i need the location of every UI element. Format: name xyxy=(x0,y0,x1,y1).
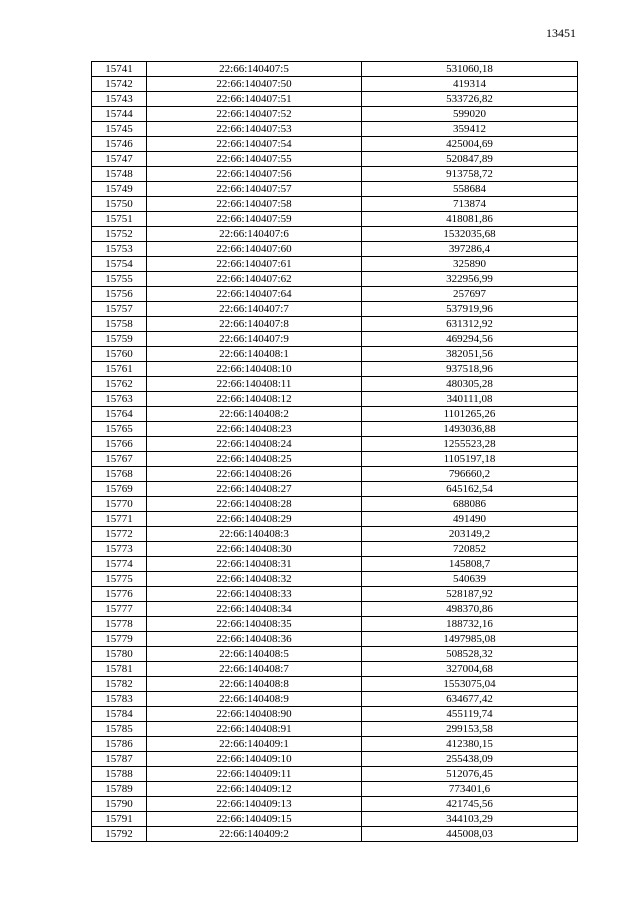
table-body xyxy=(92,62,578,842)
row-number-cell: 15759 xyxy=(92,332,147,347)
cadastral-value-cell: 645162,54 xyxy=(362,482,578,497)
row-number-cell: 15780 xyxy=(92,647,147,662)
cadastral-value-table xyxy=(91,61,578,842)
table-row xyxy=(92,602,578,617)
cadastral-number-cell: 22:66:140408:30 xyxy=(147,542,362,557)
row-number-cell: 15741 xyxy=(92,62,147,77)
cadastral-value-cell: 599020 xyxy=(362,107,578,122)
cadastral-value-cell: 631312,92 xyxy=(362,317,578,332)
table-row xyxy=(92,77,578,92)
table-row xyxy=(92,767,578,782)
cadastral-number-cell: 22:66:140407:56 xyxy=(147,167,362,182)
cadastral-number-cell: 22:66:140408:29 xyxy=(147,512,362,527)
table-row xyxy=(92,707,578,722)
row-number-cell: 15792 xyxy=(92,827,147,842)
cadastral-number-cell: 22:66:140408:3 xyxy=(147,527,362,542)
table-row xyxy=(92,197,578,212)
table-row xyxy=(92,107,578,122)
cadastral-value-cell: 1255523,28 xyxy=(362,437,578,452)
cadastral-number-cell: 22:66:140407:50 xyxy=(147,77,362,92)
cadastral-value-cell: 455119,74 xyxy=(362,707,578,722)
cadastral-number-cell: 22:66:140408:33 xyxy=(147,587,362,602)
row-number-cell: 15768 xyxy=(92,467,147,482)
cadastral-value-cell: 418081,86 xyxy=(362,212,578,227)
row-number-cell: 15787 xyxy=(92,752,147,767)
cadastral-value-cell: 491490 xyxy=(362,512,578,527)
row-number-cell: 15755 xyxy=(92,272,147,287)
cadastral-number-cell: 22:66:140408:9 xyxy=(147,692,362,707)
cadastral-number-cell: 22:66:140407:61 xyxy=(147,257,362,272)
row-number-cell: 15776 xyxy=(92,587,147,602)
cadastral-value-cell: 419314 xyxy=(362,77,578,92)
cadastral-value-cell: 1497985,08 xyxy=(362,632,578,647)
cadastral-value-cell: 325890 xyxy=(362,257,578,272)
cadastral-value-cell: 558684 xyxy=(362,182,578,197)
cadastral-value-cell: 322956,99 xyxy=(362,272,578,287)
row-number-cell: 15742 xyxy=(92,77,147,92)
table-row xyxy=(92,377,578,392)
cadastral-number-cell: 22:66:140408:31 xyxy=(147,557,362,572)
cadastral-value-cell: 512076,45 xyxy=(362,767,578,782)
cadastral-value-cell: 257697 xyxy=(362,287,578,302)
table-row xyxy=(92,467,578,482)
table-row xyxy=(92,557,578,572)
table-row xyxy=(92,257,578,272)
row-number-cell: 15750 xyxy=(92,197,147,212)
row-number-cell: 15777 xyxy=(92,602,147,617)
cadastral-number-cell: 22:66:140409:15 xyxy=(147,812,362,827)
table-row xyxy=(92,752,578,767)
row-number-cell: 15771 xyxy=(92,512,147,527)
cadastral-value-cell: 1493036,88 xyxy=(362,422,578,437)
row-number-cell: 15754 xyxy=(92,257,147,272)
table-row xyxy=(92,572,578,587)
cadastral-value-cell: 340111,08 xyxy=(362,392,578,407)
cadastral-value-cell: 1105197,18 xyxy=(362,452,578,467)
row-number-cell: 15775 xyxy=(92,572,147,587)
row-number-cell: 15746 xyxy=(92,137,147,152)
cadastral-value-cell: 713874 xyxy=(362,197,578,212)
row-number-cell: 15779 xyxy=(92,632,147,647)
cadastral-number-cell: 22:66:140408:34 xyxy=(147,602,362,617)
cadastral-value-cell: 421745,56 xyxy=(362,797,578,812)
table-row xyxy=(92,227,578,242)
cadastral-value-cell: 359412 xyxy=(362,122,578,137)
table-row xyxy=(92,287,578,302)
cadastral-number-cell: 22:66:140409:12 xyxy=(147,782,362,797)
cadastral-value-cell: 540639 xyxy=(362,572,578,587)
cadastral-number-cell: 22:66:140408:24 xyxy=(147,437,362,452)
table-row xyxy=(92,827,578,842)
cadastral-number-cell: 22:66:140407:58 xyxy=(147,197,362,212)
row-number-cell: 15749 xyxy=(92,182,147,197)
cadastral-number-cell: 22:66:140408:1 xyxy=(147,347,362,362)
table-row xyxy=(92,122,578,137)
cadastral-value-cell: 397286,4 xyxy=(362,242,578,257)
table-row xyxy=(92,392,578,407)
row-number-cell: 15784 xyxy=(92,707,147,722)
cadastral-value-cell: 445008,03 xyxy=(362,827,578,842)
table-row xyxy=(92,617,578,632)
cadastral-value-cell: 498370,86 xyxy=(362,602,578,617)
row-number-cell: 15778 xyxy=(92,617,147,632)
cadastral-value-cell: 520847,89 xyxy=(362,152,578,167)
row-number-cell: 15769 xyxy=(92,482,147,497)
cadastral-number-cell: 22:66:140407:7 xyxy=(147,302,362,317)
cadastral-value-cell: 720852 xyxy=(362,542,578,557)
table-row xyxy=(92,437,578,452)
table-row xyxy=(92,542,578,557)
row-number-cell: 15790 xyxy=(92,797,147,812)
cadastral-number-cell: 22:66:140408:26 xyxy=(147,467,362,482)
cadastral-value-cell: 203149,2 xyxy=(362,527,578,542)
cadastral-number-cell: 22:66:140407:5 xyxy=(147,62,362,77)
table-row xyxy=(92,797,578,812)
row-number-cell: 15772 xyxy=(92,527,147,542)
table-row xyxy=(92,512,578,527)
cadastral-value-cell: 188732,16 xyxy=(362,617,578,632)
table-row xyxy=(92,422,578,437)
row-number-cell: 15785 xyxy=(92,722,147,737)
cadastral-value-cell: 469294,56 xyxy=(362,332,578,347)
row-number-cell: 15747 xyxy=(92,152,147,167)
cadastral-value-cell: 1553075,04 xyxy=(362,677,578,692)
cadastral-number-cell: 22:66:140409:1 xyxy=(147,737,362,752)
table-row xyxy=(92,152,578,167)
cadastral-value-cell: 327004,68 xyxy=(362,662,578,677)
cadastral-value-cell: 1532035,68 xyxy=(362,227,578,242)
table-row xyxy=(92,497,578,512)
cadastral-number-cell: 22:66:140408:23 xyxy=(147,422,362,437)
cadastral-value-cell: 634677,42 xyxy=(362,692,578,707)
cadastral-number-cell: 22:66:140407:54 xyxy=(147,137,362,152)
cadastral-number-cell: 22:66:140407:64 xyxy=(147,287,362,302)
cadastral-value-cell: 255438,09 xyxy=(362,752,578,767)
cadastral-number-cell: 22:66:140409:10 xyxy=(147,752,362,767)
cadastral-number-cell: 22:66:140407:59 xyxy=(147,212,362,227)
row-number-cell: 15762 xyxy=(92,377,147,392)
cadastral-value-cell: 773401,6 xyxy=(362,782,578,797)
table-row xyxy=(92,632,578,647)
row-number-cell: 15774 xyxy=(92,557,147,572)
row-number-cell: 15791 xyxy=(92,812,147,827)
cadastral-number-cell: 22:66:140408:35 xyxy=(147,617,362,632)
row-number-cell: 15756 xyxy=(92,287,147,302)
table-row xyxy=(92,812,578,827)
cadastral-number-cell: 22:66:140407:51 xyxy=(147,92,362,107)
row-number-cell: 15788 xyxy=(92,767,147,782)
row-number-cell: 15757 xyxy=(92,302,147,317)
row-number-cell: 15753 xyxy=(92,242,147,257)
table-row xyxy=(92,182,578,197)
cadastral-value-cell: 480305,28 xyxy=(362,377,578,392)
cadastral-value-cell: 1101265,26 xyxy=(362,407,578,422)
cadastral-value-cell: 145808,7 xyxy=(362,557,578,572)
cadastral-value-cell: 537919,96 xyxy=(362,302,578,317)
table-row xyxy=(92,62,578,77)
cadastral-value-cell: 382051,56 xyxy=(362,347,578,362)
table-row xyxy=(92,662,578,677)
row-number-cell: 15786 xyxy=(92,737,147,752)
row-number-cell: 15748 xyxy=(92,167,147,182)
row-number-cell: 15767 xyxy=(92,452,147,467)
row-number-cell: 15764 xyxy=(92,407,147,422)
table-row xyxy=(92,452,578,467)
cadastral-value-cell: 533726,82 xyxy=(362,92,578,107)
table-row xyxy=(92,482,578,497)
cadastral-value-cell: 344103,29 xyxy=(362,812,578,827)
cadastral-number-cell: 22:66:140408:11 xyxy=(147,377,362,392)
row-number-cell: 15751 xyxy=(92,212,147,227)
row-number-cell: 15783 xyxy=(92,692,147,707)
cadastral-number-cell: 22:66:140408:90 xyxy=(147,707,362,722)
cadastral-number-cell: 22:66:140408:7 xyxy=(147,662,362,677)
table-row xyxy=(92,782,578,797)
cadastral-number-cell: 22:66:140408:32 xyxy=(147,572,362,587)
table-row xyxy=(92,317,578,332)
table-row xyxy=(92,692,578,707)
table-row xyxy=(92,677,578,692)
cadastral-number-cell: 22:66:140408:25 xyxy=(147,452,362,467)
row-number-cell: 15752 xyxy=(92,227,147,242)
row-number-cell: 15781 xyxy=(92,662,147,677)
cadastral-value-cell: 425004,69 xyxy=(362,137,578,152)
table-row xyxy=(92,362,578,377)
cadastral-number-cell: 22:66:140408:12 xyxy=(147,392,362,407)
row-number-cell: 15745 xyxy=(92,122,147,137)
cadastral-number-cell: 22:66:140408:5 xyxy=(147,647,362,662)
table-row xyxy=(92,302,578,317)
table-row xyxy=(92,272,578,287)
cadastral-value-cell: 531060,18 xyxy=(362,62,578,77)
cadastral-value-cell: 299153,58 xyxy=(362,722,578,737)
cadastral-value-cell: 528187,92 xyxy=(362,587,578,602)
cadastral-number-cell: 22:66:140407:57 xyxy=(147,182,362,197)
cadastral-number-cell: 22:66:140408:10 xyxy=(147,362,362,377)
cadastral-number-cell: 22:66:140408:27 xyxy=(147,482,362,497)
cadastral-number-cell: 22:66:140409:13 xyxy=(147,797,362,812)
row-number-cell: 15763 xyxy=(92,392,147,407)
table-row xyxy=(92,407,578,422)
row-number-cell: 15782 xyxy=(92,677,147,692)
cadastral-number-cell: 22:66:140409:11 xyxy=(147,767,362,782)
cadastral-value-cell: 508528,32 xyxy=(362,647,578,662)
cadastral-number-cell: 22:66:140407:53 xyxy=(147,122,362,137)
cadastral-number-cell: 22:66:140407:6 xyxy=(147,227,362,242)
table-row xyxy=(92,167,578,182)
row-number-cell: 15758 xyxy=(92,317,147,332)
row-number-cell: 15766 xyxy=(92,437,147,452)
cadastral-number-cell: 22:66:140407:55 xyxy=(147,152,362,167)
table-row xyxy=(92,587,578,602)
table-row xyxy=(92,347,578,362)
cadastral-number-cell: 22:66:140407:8 xyxy=(147,317,362,332)
table-row xyxy=(92,242,578,257)
table-row xyxy=(92,212,578,227)
cadastral-number-cell: 22:66:140408:8 xyxy=(147,677,362,692)
row-number-cell: 15773 xyxy=(92,542,147,557)
cadastral-value-cell: 796660,2 xyxy=(362,467,578,482)
cadastral-number-cell: 22:66:140407:9 xyxy=(147,332,362,347)
row-number-cell: 15743 xyxy=(92,92,147,107)
cadastral-number-cell: 22:66:140408:36 xyxy=(147,632,362,647)
cadastral-value-cell: 913758,72 xyxy=(362,167,578,182)
cadastral-number-cell: 22:66:140407:62 xyxy=(147,272,362,287)
row-number-cell: 15760 xyxy=(92,347,147,362)
table-row xyxy=(92,92,578,107)
row-number-cell: 15770 xyxy=(92,497,147,512)
table-row xyxy=(92,332,578,347)
row-number-cell: 15789 xyxy=(92,782,147,797)
cadastral-number-cell: 22:66:140407:60 xyxy=(147,242,362,257)
table-row xyxy=(92,647,578,662)
table-row xyxy=(92,722,578,737)
row-number-cell: 15761 xyxy=(92,362,147,377)
cadastral-number-cell: 22:66:140407:52 xyxy=(147,107,362,122)
table-row xyxy=(92,527,578,542)
row-number-cell: 15744 xyxy=(92,107,147,122)
cadastral-value-cell: 688086 xyxy=(362,497,578,512)
cadastral-number-cell: 22:66:140408:91 xyxy=(147,722,362,737)
cadastral-value-cell: 937518,96 xyxy=(362,362,578,377)
page-number: 13451 xyxy=(546,26,576,40)
table-row xyxy=(92,737,578,752)
cadastral-number-cell: 22:66:140408:28 xyxy=(147,497,362,512)
cadastral-number-cell: 22:66:140409:2 xyxy=(147,827,362,842)
row-number-cell: 15765 xyxy=(92,422,147,437)
table-row xyxy=(92,137,578,152)
cadastral-number-cell: 22:66:140408:2 xyxy=(147,407,362,422)
cadastral-value-cell: 412380,15 xyxy=(362,737,578,752)
